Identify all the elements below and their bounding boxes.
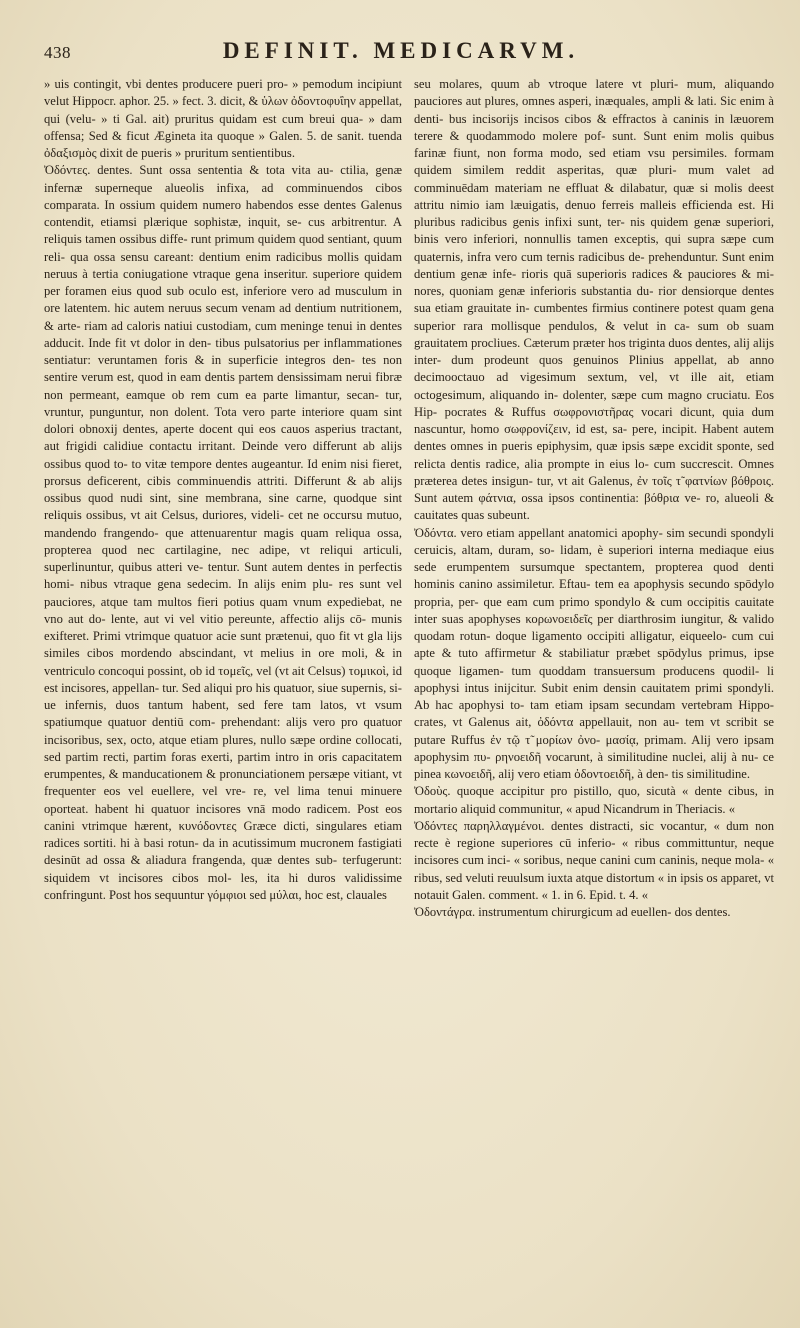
paragraph: » uis contingit, vbi dentes producere pueri pro- » pemodum incipiunt velut Hippocr. aphor. 25. » fect. 3. dicit, & ὑλων ὀδοντοφυΐην appellat, qui (velu- » ti Gal. ait) pruritus quidam est cum breui qua- » dam offensa; Sed & ficut Ægineta ita quoque » Galen. 5. de sanit. tuenda ὀδαξισμὸς dixit de pueris » pruritum sentientibus. — [44, 77, 402, 160]
paragraph: seu molares, quum ab vtroque latere vt pluri- mum, aliquando pauciores aut plures, omnes asperi, inæquales, ampli & lati. Sic enim à denti- bus incisorijs incisos cibos & effractos à caninis in læuorem terere & quodammodo molere pof- sunt. Sunt enim molis quibus farinæ fiunt, non forma modo, sed etiam vsu persimiles. formam quidem similem reddit asperitas, quæ pluri- mum valet ad comminuēdam materiam ne effluat & dilabatur, quæ si molis deest attritu nimio iam læuigatis, denuo ferreis malleis efficienda est. Hi pluribus radicibus genis infixi sunt, ter- nis quidem genæ superiori, binis vero inferiori, nonnullis tamen exceptis, qui supra sæpe cum quaternis, infra vero cum ternis radicibus de- prehenduntur. Sunt enim dentium genæ infe- rioris quā superioris radices & pauciores & mi- nores, quoniam genæ inferioris substantia du- rior densiorque dentes sua etiam grauitate in- cumbentes firmius continere potest quam gena superior rara mollisque pendulos, & velut in ca- sum ob suam grauitatem procliues. Cæterum præter hos triginta duos dentes, alij alijs inter- dum prodeunt quos genuinos Plinius appellat, ab anno decimooctauo ad vigesimum sextum, vel, vt ille ait, etiam octogesimum, aliquando in- dolenter, sæpe cum magno cruciatu. Eos Hip- pocrates & Ruffus σωφρονιστῆρας vocari dicunt, quia dum nascuntur, homo σωφρονίζειν, id est, sa- pere, incipit. Habent autem dentes omnes in pueris epiphysim, quæ ipsis sæpe excidit sponte, sed relicta dentis radice, alia prompte in eius lo- cum succrescit. Omnes præterea detes insigun- tur, vt ait Galenus, ἐν τοῖς τ̃ φατνίων βόθροις. Sunt autem φάτνια, ossa ipsos continentia: βόθρια ve- ro, alueoli & cauitates quas subeunt. — [414, 77, 774, 523]
left-column — [44, 76, 402, 1296]
paragraph: Ὀδοντάγρα. instrumentum chirurgicum ad euellen- dos dentes. — [414, 905, 731, 919]
paragraph: Ὀδόντες παρηλλαγμένοι. dentes distracti, sic vocantur, « dum non recte è regione superiores cū inferio- « ribus committuntur, neque incisores cum inci- « soribus, neque canini cum caninis, neque mola- « ribus, sed veluti reuulsum iuxta atque distortum « in ipsis os apparet, vt notauit Galen. comment. « 1. in 6. Epid. t. 4. « — [414, 818, 774, 902]
right-column — [414, 76, 774, 1296]
paragraph: Ὀδόντες. dentes. Sunt ossa sententia & tota vita au- ctilia, genæ infernæ superneque alueolis infixa, ad comminuendos cibos comparata. In ossium quidem numero habendos esse dentes Galenus contendit, etiamsi plærique sophistæ, inquit, se- cus arbitrentur. A reliquis tamen ossibus diffe- runt primum quidem quod sentiant, quum reli- qua ossa sensu careant: dentium enim radicibus mollis quidam neruus à tertia coniugatione vtraque gena inseritur. superiore quidem per foramen eius quod sub oculo est, inferiore vero ad musculum in ore latentem. hic autem neruus secum venam ad dentium nutritionem, & arte- riam ad caloris natiui custodiam, cum meninge tenui in dentes adducit. Inde fit vt dolor in den- tibus pulsatorius per inflammationes sentiatur: veruntamen foris & in superficie integros den- tes non sentire verum est, quod in eam dentis partem densissimam nerui fibræ non permeant, eamque ob rem cum ea parte limantur, secan- tur, vruntur, punguntur, non dolent. Tota vero parte interiore quam sint dolori obnoxij dentes, aperte docent qui eos cauos asperius tractant, aut frigidi calidiue contactu irritant. Deinde vero differunt ab alijs ossibus quod to- to vitæ tempore dentes augeantur. Id enim nisi fieret, prorsus deficerent, cibis comminuendis attriti. Differunt & ab alijs ossibus quod nudi sint, sine membrana, sine carne, quodque sint reliquis ossibus, vt ait Celsus, duriores, videli- cet ne occursu mutuo, mandendo frangendo- que attenuarentur magis quam reliqua ossa, propterea quod nec cartilagine, nec adipe, vt reliqui articuli, superlinuntur, quibus atteri ve- tentur. Sunt autem dentes in perfectis homi- nibus vtraque gena sedecim. In alijs enim plu- res sunt vel pauciores, atque tam multos fieri potius quam vnum expediebat, ne vno aut do- lente, aut vi vel vitio pereunte, affectio alijs cō- munis exifteret. Primi vtrimque quatuor acie sunt prætenui, quo fit vt gla lijs similes cibos mordendo abscindant, vt melius in ore moli, & in ventriculo concoqui possint, ob id τομεῖς, vel (vt ait Celsus) τομικοὶ, id est incisores, appellan- tur. Sed aliqui pro his quatuor, siue supernis, si- ue infernis, duos tantum habent, sed fere tam latos, vt vsum spatiumque quatuor dentiū com- prehendant: alijs vero pro quatuor incisoribus, sex, octo, atque etiam plures, nullo sæpe ordine collocati, sed partim recti, partim foras exerti, partim intro in oris capacitatem erumpentes, & manducationem & pronunciationem persæpe vitiant, vt frequenter eos vel euellere, vel vre- re, vel lima tenui minuere oporteat. habent hi quatuor incisores vnā modo radicem. Post eos canini vtrimque hærent, κυνόδοντες Græce dicti, singulares etiam radices sortiti. hi à basi rotun- da in acutissimum mucronem fastigiati desinūt ad ossa & aliadura frangenda, quæ dentes sub- terfugerunt: siquidem vt incisores cibos mol- les, ita hi duros validissime confringunt. Post hos sequuntur γόμφιοι sed μύλαι, hoc est, clauales — [44, 163, 402, 902]
text-columns — [44, 76, 774, 1296]
running-head: DEFINIT. MEDICARVM. — [222, 38, 580, 63]
page-header — [44, 38, 774, 72]
paragraph: Ὀδόντα. vero etiam appellant anatomici apophy- sim secundi spondyli ceruicis, altam, duram, so- lidam, è superiori interna mediaque eius sede erumpentem sursumque spectantem, propterea quod denti hominis canino assimiletur. Eftau- tem ea apophysis secundo spōdylo propria, per- que eam cum primo spondylo & cum occipitis cauitate inter suas apophyses κορωνοειδεῖς per diarthrosim iungitur, & valido quodam rotun- doque ligamento occipiti alligatur, eiqueelo- cum cui apte & tuto affirmetur & stabiliatur præbet spōdylus primus, ipse quoque ligamen- tum quoddam transuersum producens quodil- li apophysi intus inijcitur. Subit enim densin cauitatem primi spondyli. Ab hac apophysi to- tam etiam ipsam secundam vertebram Hippo- crates, vt Galenus ait, ὀδόντα appellauit, non au- tem vt scribit se putare Ruffus ἐν τῷ τ̃ μορίων ὀνο- μασίᾳ, primam. Alij vero ipsam apophysim πυ- ρηνοειδῆ vocarunt, à similitudine nuclei, alij à nu- ce pinea κωνοειδῆ, alij vero etiam ὀδοντοειδῆ, à den- tis similitudine. — [414, 525, 774, 781]
paragraph: Ὀδοὺς. quoque accipitur pro pistillo, quo, sicutà « dente cibus, in mortario aliquid communitur, « apud Nicandrum in Theriacis. « — [414, 784, 774, 816]
page-number: 438 — [44, 43, 71, 62]
